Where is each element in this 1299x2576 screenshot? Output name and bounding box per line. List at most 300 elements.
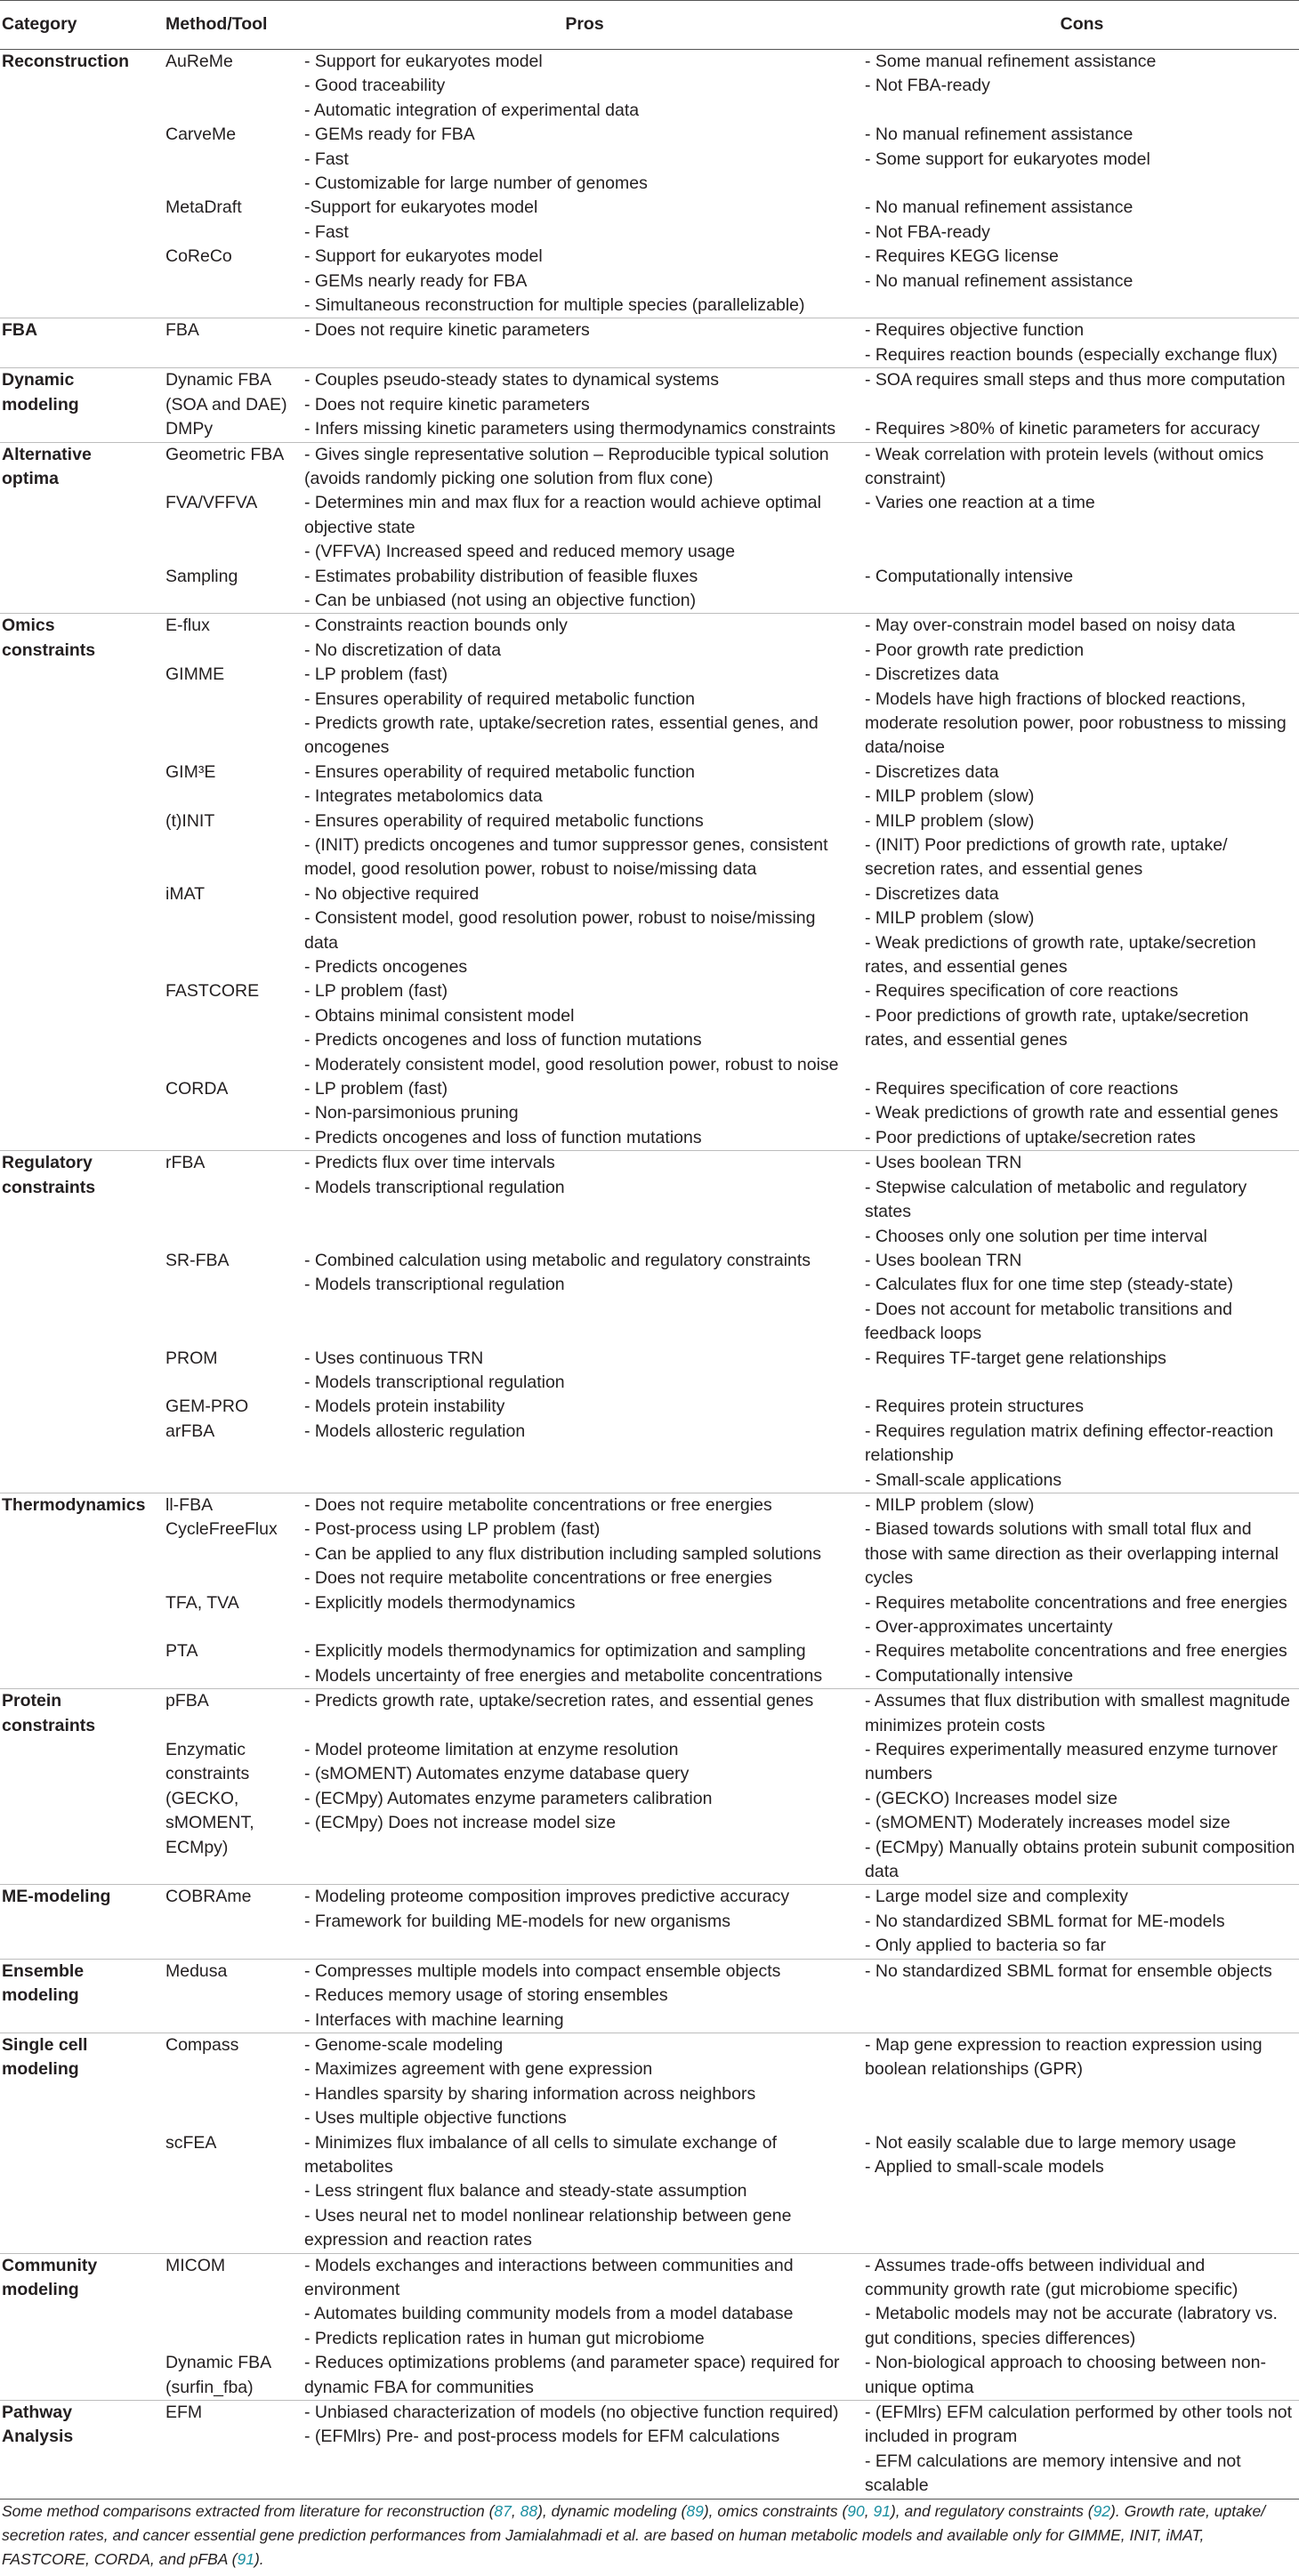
cons-line: - Weak predictions of growth rate, uptake/secretion (865, 932, 1256, 953)
cons-line: unique optima (865, 2377, 974, 2397)
cons-cell (865, 2351, 1299, 2400)
method-name-line: COBRAme (165, 1887, 252, 1907)
pros-line: expression and reaction rates (304, 2230, 532, 2250)
table-row (0, 245, 1299, 318)
method-cell (165, 123, 304, 196)
pros-cell (304, 2401, 865, 2500)
table-row (0, 368, 1299, 417)
cons-line: - Some manual refinement assistance (865, 52, 1157, 71)
method-cell (165, 1493, 304, 1517)
cons-line: - MILP problem (slow) (865, 908, 1035, 929)
table-row (0, 663, 1299, 761)
pros-line: - Simultaneous reconstruction for multiple species (parallelizable) (304, 295, 805, 316)
footnote-text: ). (254, 2550, 264, 2568)
method-cell (165, 2253, 304, 2351)
method-name-line: arFBA (165, 1421, 215, 1441)
category-cell (0, 2401, 165, 2500)
cons-cell (865, 1517, 1299, 1590)
cons-line: - (INIT) Poor predictions of growth rate, uptake/ (865, 835, 1228, 855)
category-label: Community (2, 2255, 98, 2275)
category-label: modeling (2, 1985, 79, 2006)
footnote-text: Some method comparisons extracted from literature for reconstruction ( (2, 2502, 495, 2520)
cons-line: - Poor predictions of uptake/secretion rates (865, 1127, 1196, 1147)
cons-line: rates, and essential genes (865, 957, 1068, 978)
header-category: Category (2, 14, 77, 35)
pros-line: - Constraints reaction bounds only (304, 616, 568, 636)
category-cell (0, 368, 165, 442)
cons-line: - Weak correlation with protein levels (without omics (865, 444, 1264, 464)
cons-line: - Requires reaction bounds (especially exchange flux) (865, 344, 1278, 365)
table-row (0, 1591, 1299, 1640)
method-name-line: Medusa (165, 1960, 228, 1981)
method-name-line: AuReMe (165, 52, 233, 71)
pros-line: -Support for eukaryotes model (304, 197, 538, 218)
pros-cell (304, 761, 865, 809)
pros-line: environment (304, 2279, 400, 2299)
pros-cell (304, 565, 865, 614)
pros-line: - Ensures operability of required metabolic function (304, 761, 695, 782)
pros-line: - Predicts oncogenes (304, 957, 468, 978)
method-cell (165, 318, 304, 368)
category-cell (0, 2253, 165, 2400)
pros-line: - Interfaces with machine learning (304, 2009, 564, 2030)
category-cell (0, 442, 165, 614)
pros-line: - Maximizes agreement with gene expression (304, 2059, 653, 2080)
pros-line: - Models uncertainty of free energies and metabolite concentrations (304, 1665, 823, 1686)
reference-link[interactable]: 88 (520, 2502, 538, 2520)
category-cell (0, 318, 165, 368)
pros-line: - Does not require kinetic parameters (304, 394, 590, 415)
category-label: ME-modeling (2, 1887, 111, 1907)
method-cell (165, 2401, 304, 2500)
cons-line: - EFM calculations are memory intensive and not (865, 2451, 1241, 2471)
cons-line: constraint) (865, 468, 947, 488)
method-name-line: CycleFreeFlux (165, 1519, 278, 1540)
cons-line: - Discretizes data (865, 883, 999, 904)
pros-line: - Models exchanges and interactions between communities and (304, 2255, 794, 2275)
pros-line: - (ECMpy) Does not increase model size (304, 1813, 617, 1833)
table-row (0, 2131, 1299, 2254)
method-name-line: rFBA (165, 1153, 206, 1173)
table-row (0, 1493, 1299, 1517)
method-cell (165, 1639, 304, 1688)
cons-line: included in program (865, 2427, 1018, 2447)
table-body (0, 50, 1299, 2500)
cons-cell (865, 2033, 1299, 2130)
pros-line: - Less stringent flux balance and steady-state assumption (304, 2181, 747, 2202)
pros-line: - Customizable for large number of genomes (304, 173, 648, 194)
method-name-line: (t)INIT (165, 810, 215, 831)
method-name-line: GEM-PRO (165, 1397, 249, 1417)
cons-line: - Requires metabolite concentrations and free energies (865, 1592, 1287, 1613)
pros-line: - Estimates probability distribution of feasible fluxes (304, 566, 698, 586)
table-row (0, 442, 1299, 491)
pros-cell (304, 1885, 865, 1959)
pros-cell (304, 123, 865, 196)
pros-line: model, good resolution power, robust to noise/missing data (304, 859, 757, 880)
pros-cell (304, 2253, 865, 2351)
cons-line: - Some support for eukaryotes model (865, 149, 1150, 169)
cons-line: - Chooses only one solution per time interval (865, 1226, 1207, 1246)
table-row (0, 809, 1299, 882)
cons-line: relationship (865, 1445, 954, 1466)
pros-cell (304, 809, 865, 882)
reference-link[interactable]: 87 (494, 2502, 512, 2520)
cons-cell (865, 663, 1299, 761)
cons-line: - Stepwise calculation of metabolic and regulatory (865, 1177, 1247, 1197)
category-label: Regulatory (2, 1153, 93, 1173)
pros-line: - Minimizes flux imbalance of all cells to simulate exchange of (304, 2132, 778, 2153)
category-cell (0, 1493, 165, 1688)
table-row (0, 565, 1299, 614)
cons-line: scalable (865, 2475, 929, 2496)
method-name-line: MICOM (165, 2255, 226, 2275)
table-row (0, 1420, 1299, 1493)
method-name-line: GIMME (165, 664, 225, 685)
table-row (0, 1077, 1299, 1151)
category-label: Analysis (2, 2427, 74, 2447)
cons-cell (865, 761, 1299, 809)
cons-cell (865, 1347, 1299, 1396)
cons-line: - Models have high fractions of blocked reactions, (865, 688, 1247, 709)
cons-line: - Not easily scalable due to large memory usage (865, 2132, 1237, 2153)
cons-cell (865, 1959, 1299, 2033)
cons-line: - Metabolic models may not be accurate (labratory vs. (865, 2304, 1278, 2324)
pros-cell (304, 663, 865, 761)
cons-cell (865, 491, 1299, 564)
table-row (0, 2253, 1299, 2351)
table-row (0, 1639, 1299, 1688)
cons-line: - Requires objective function (865, 320, 1085, 341)
method-name-line: (GECKO, (165, 1788, 239, 1808)
method-name-line: sMOMENT, (165, 1813, 254, 1833)
method-cell (165, 809, 304, 882)
method-cell (165, 442, 304, 491)
cons-cell (865, 1738, 1299, 1885)
cons-line: - No manual refinement assistance (865, 270, 1134, 291)
pros-cell (304, 1689, 865, 1738)
method-cell (165, 663, 304, 761)
pros-line: - Models allosteric regulation (304, 1421, 526, 1441)
category-label: Protein (2, 1691, 62, 1711)
category-label: Ensemble (2, 1960, 85, 1981)
table-row (0, 1517, 1299, 1590)
pros-line: - Explicitly models thermodynamics (304, 1592, 576, 1613)
method-name-line: E-flux (165, 616, 210, 636)
cons-line: - Over-approximates uncertainty (865, 1617, 1113, 1637)
pros-cell (304, 882, 865, 980)
method-name-line: EFM (165, 2403, 203, 2422)
pros-line: - Can be unbiased (not using an objective function) (304, 590, 697, 610)
table-row (0, 1689, 1299, 1738)
pros-cell (304, 2033, 865, 2130)
pros-line: metabolites (304, 2156, 393, 2177)
category-cell (0, 614, 165, 1151)
pros-line: - (ECMpy) Automates enzyme parameters calibration (304, 1788, 713, 1808)
cons-line: - SOA requires small steps and thus more computation (865, 370, 1286, 390)
table-row (0, 614, 1299, 663)
method-name-line: (SOA and DAE) (165, 394, 287, 415)
method-name-line: DMPy (165, 419, 214, 439)
category-cell (0, 50, 165, 318)
category-label: Dynamic (2, 370, 75, 390)
cons-line: - Discretizes data (865, 664, 999, 685)
pros-cell (304, 245, 865, 318)
pros-line: - Models transcriptional regulation (304, 1372, 565, 1392)
category-label: Omics (2, 616, 55, 636)
pros-line: - Uses continuous TRN (304, 1348, 484, 1368)
cons-cell (865, 318, 1299, 368)
method-cell (165, 1151, 304, 1249)
table-row (0, 1885, 1299, 1959)
method-name-line: CarveMe (165, 125, 237, 145)
table-row (0, 1347, 1299, 1396)
cons-line: gut conditions, species differences) (865, 2328, 1136, 2348)
method-name-line: ECMpy) (165, 1837, 229, 1857)
table-row (0, 2033, 1299, 2130)
category-label: constraints (2, 1715, 96, 1735)
cons-line: - No manual refinement assistance (865, 125, 1134, 145)
reference-link[interactable]: 89 (686, 2502, 704, 2520)
cons-line: feedback loops (865, 1324, 982, 1344)
footnote-text: ), dynamic modeling ( (537, 2502, 687, 2520)
method-name-line: SR-FBA (165, 1250, 230, 1270)
cons-line: - Discretizes data (865, 761, 999, 782)
cons-cell (865, 123, 1299, 196)
pros-cell (304, 1420, 865, 1493)
cons-cell (865, 245, 1299, 318)
cons-line: states (865, 1202, 912, 1222)
method-cell (165, 1517, 304, 1590)
pros-line: - Fast (304, 221, 349, 242)
header-pros: Pros (565, 14, 604, 35)
cons-line: - Does not account for metabolic transitions and (865, 1299, 1232, 1319)
cons-line: - Applied to small-scale models (865, 2156, 1104, 2177)
cons-cell (865, 565, 1299, 614)
cons-line: - Map gene expression to reaction expression using (865, 2034, 1263, 2055)
method-name-line: Enzymatic (165, 1740, 246, 1760)
cons-line: data (865, 1862, 899, 1882)
cons-cell (865, 1639, 1299, 1688)
pros-cell (304, 1395, 865, 1419)
method-name-line: CORDA (165, 1079, 229, 1099)
cons-line: numbers (865, 1764, 932, 1784)
pros-line: - Models transcriptional regulation (304, 1177, 565, 1197)
pros-line: - Models protein instability (304, 1397, 505, 1417)
pros-line: - Couples pseudo-steady states to dynamical systems (304, 370, 720, 390)
cons-cell (865, 1689, 1299, 1738)
method-name-line: TFA, TVA (165, 1592, 239, 1613)
method-name-line: (surfin_fba) (165, 2377, 254, 2397)
table-footnote (2, 2500, 1294, 2572)
pros-cell (304, 2351, 865, 2400)
cons-line: - Large model size and complexity (865, 1887, 1128, 1907)
pros-line: (avoids randomly picking one solution from flux cone) (304, 468, 714, 488)
category-cell (0, 2033, 165, 2253)
method-cell (165, 50, 304, 124)
pros-cell (304, 417, 865, 442)
method-name-line: PROM (165, 1348, 218, 1368)
category-label: constraints (2, 640, 96, 660)
table-header (0, 1, 1299, 50)
category-cell (0, 1689, 165, 1885)
category-label: modeling (2, 2279, 79, 2299)
pros-cell (304, 1151, 865, 1249)
method-name-line: CoReCo (165, 246, 232, 267)
pros-line: - Support for eukaryotes model (304, 52, 543, 71)
pros-line: - Uses neural net to model nonlinear relationship between gene (304, 2205, 792, 2226)
pros-cell (304, 1493, 865, 1517)
method-name-line: iMAT (165, 883, 206, 904)
cons-line: - Requires TF-target gene relationships (865, 1348, 1166, 1368)
pros-cell (304, 1591, 865, 1640)
reference-link[interactable]: 90 (847, 2502, 865, 2520)
header-method: Method/Tool (165, 14, 268, 35)
cons-line: - Assumes trade-offs between individual and (865, 2255, 1206, 2275)
pros-cell (304, 368, 865, 417)
pros-cell (304, 1077, 865, 1151)
cons-line: - Requires specification of core reactions (865, 1079, 1179, 1099)
pros-line: - Compresses multiple models into compact ensemble objects (304, 1960, 781, 1981)
pros-line: - Good traceability (304, 76, 446, 96)
pros-cell (304, 1738, 865, 1885)
pros-line: - LP problem (fast) (304, 981, 448, 1002)
pros-cell (304, 1639, 865, 1688)
category-label: Single cell (2, 2034, 88, 2055)
method-name-line: ll-FBA (165, 1494, 214, 1515)
method-cell (165, 2131, 304, 2254)
method-name-line: Dynamic FBA (165, 2353, 272, 2373)
pros-line: - Predicts oncogenes and loss of function mutations (304, 1030, 702, 1051)
cons-cell (865, 1395, 1299, 1419)
cons-cell (865, 882, 1299, 980)
method-name-line: Sampling (165, 566, 238, 586)
cons-line: - Uses boolean TRN (865, 1153, 1022, 1173)
reference-link[interactable]: 91 (237, 2550, 254, 2568)
method-cell (165, 2351, 304, 2400)
pros-line: - Obtains minimal consistent model (304, 1005, 575, 1026)
reference-link[interactable]: 92 (1093, 2502, 1111, 2520)
cons-line: minimizes protein costs (865, 1715, 1045, 1735)
cons-cell (865, 809, 1299, 882)
category-cell (0, 1885, 165, 1959)
pros-line: - Predicts oncogenes and loss of function mutations (304, 1127, 702, 1147)
cons-line: cycles (865, 1568, 914, 1589)
table-row (0, 417, 1299, 442)
pros-line: - No discretization of data (304, 640, 502, 660)
pros-line: - (EFMlrs) Pre- and post-process models for EFM calculations (304, 2427, 780, 2447)
pros-line: - Combined calculation using metabolic and regulatory constraints (304, 1250, 811, 1270)
pros-line: - GEMs nearly ready for FBA (304, 270, 528, 291)
pros-line: - Gives single representative solution – Reproducible typical solution (304, 444, 829, 464)
method-cell (165, 979, 304, 1077)
pros-line: - Infers missing kinetic parameters using thermodynamics constraints (304, 419, 836, 439)
pros-line: - Integrates metabolomics data (304, 786, 543, 807)
cons-line: data/noise (865, 737, 945, 758)
cons-line: - Calculates flux for one time step (steady-state) (865, 1275, 1234, 1295)
pros-line: - Models transcriptional regulation (304, 1275, 565, 1295)
method-cell (165, 761, 304, 809)
pros-line: data (304, 932, 338, 953)
cons-line: - Biased towards solutions with small total flux and (865, 1519, 1252, 1540)
cons-cell (865, 442, 1299, 491)
cons-line: community growth rate (gut microbiome specific) (865, 2279, 1238, 2299)
pros-cell (304, 614, 865, 663)
cons-line: - MILP problem (slow) (865, 786, 1035, 807)
cons-cell (865, 2401, 1299, 2500)
pros-cell (304, 50, 865, 124)
cons-cell (865, 1077, 1299, 1151)
cons-line: - Varies one reaction at a time (865, 493, 1095, 513)
pros-line: dynamic FBA for communities (304, 2377, 534, 2397)
cons-cell (865, 1493, 1299, 1517)
method-name-line: PTA (165, 1641, 198, 1662)
cons-line: - Not FBA-ready (865, 76, 990, 96)
pros-line: - Automates building community models from a model database (304, 2304, 794, 2324)
method-cell (165, 417, 304, 442)
cons-line: - Requires metabolite concentrations and free energies (865, 1641, 1287, 1662)
footnote-text: , (864, 2502, 874, 2520)
cons-line: - Small-scale applications (865, 1469, 1062, 1490)
method-name-line: FASTCORE (165, 981, 260, 1002)
cons-line: - (ECMpy) Manually obtains protein subunit composition (865, 1837, 1295, 1857)
pros-line: - Does not require metabolite concentrations or free energies (304, 1494, 772, 1515)
pros-cell (304, 979, 865, 1077)
cons-line: - Requires specification of core reactions (865, 981, 1179, 1002)
footnote-text: ), omics constraints ( (703, 2502, 848, 2520)
method-cell (165, 614, 304, 663)
pros-cell (304, 442, 865, 491)
method-name-line: Compass (165, 2034, 239, 2055)
category-cell (0, 1151, 165, 1493)
reference-link[interactable]: 91 (873, 2502, 891, 2520)
pros-line: - Framework for building ME-models for new organisms (304, 1911, 730, 1931)
pros-cell (304, 1517, 865, 1590)
pros-line: - Predicts flux over time intervals (304, 1153, 555, 1173)
method-cell (165, 1077, 304, 1151)
table-row (0, 761, 1299, 809)
cons-cell (865, 614, 1299, 663)
cons-line: - MILP problem (slow) (865, 1494, 1035, 1515)
header-row (0, 1, 1299, 50)
category-label: constraints (2, 1177, 96, 1197)
footnote-text: ). Growth rate, uptake/ secretion rates, and cancer essential gene prediction performances from Jamialahmadi et al. are based on human metabolic models and available only for GIMME, INIT, iMAT, FASTCORE, CORDA, and pFBA ( (2, 2502, 1266, 2568)
method-name-line: MetaDraft (165, 197, 242, 218)
method-name-line: Dynamic FBA (165, 370, 272, 390)
method-cell (165, 245, 304, 318)
method-cell (165, 1689, 304, 1738)
cons-line: - Requires regulation matrix defining effector-reaction (865, 1421, 1274, 1441)
pros-line: - Modeling proteome composition improves predictive accuracy (304, 1887, 790, 1907)
pros-line: - Unbiased characterization of models (no objective function required) (304, 2403, 839, 2422)
cons-line: - Weak predictions of growth rate and essential genes (865, 1103, 1279, 1123)
cons-cell (865, 368, 1299, 417)
cons-line: secretion rates, and essential genes (865, 859, 1143, 880)
pros-line: - Does not require kinetic parameters (304, 320, 590, 341)
footnote-text: , (511, 2502, 520, 2520)
pros-line: - GEMs ready for FBA (304, 125, 475, 145)
pros-cell (304, 1959, 865, 2033)
cons-line: - MILP problem (slow) (865, 810, 1035, 831)
pros-cell (304, 491, 865, 564)
table-row (0, 2351, 1299, 2400)
table-row (0, 1151, 1299, 1249)
cons-line: - May over-constrain model based on noisy data (865, 616, 1236, 636)
cons-line: - Not FBA-ready (865, 221, 990, 242)
cons-line: - Computationally intensive (865, 1665, 1074, 1686)
cons-line: - Uses boolean TRN (865, 1250, 1022, 1270)
category-label: modeling (2, 394, 79, 415)
